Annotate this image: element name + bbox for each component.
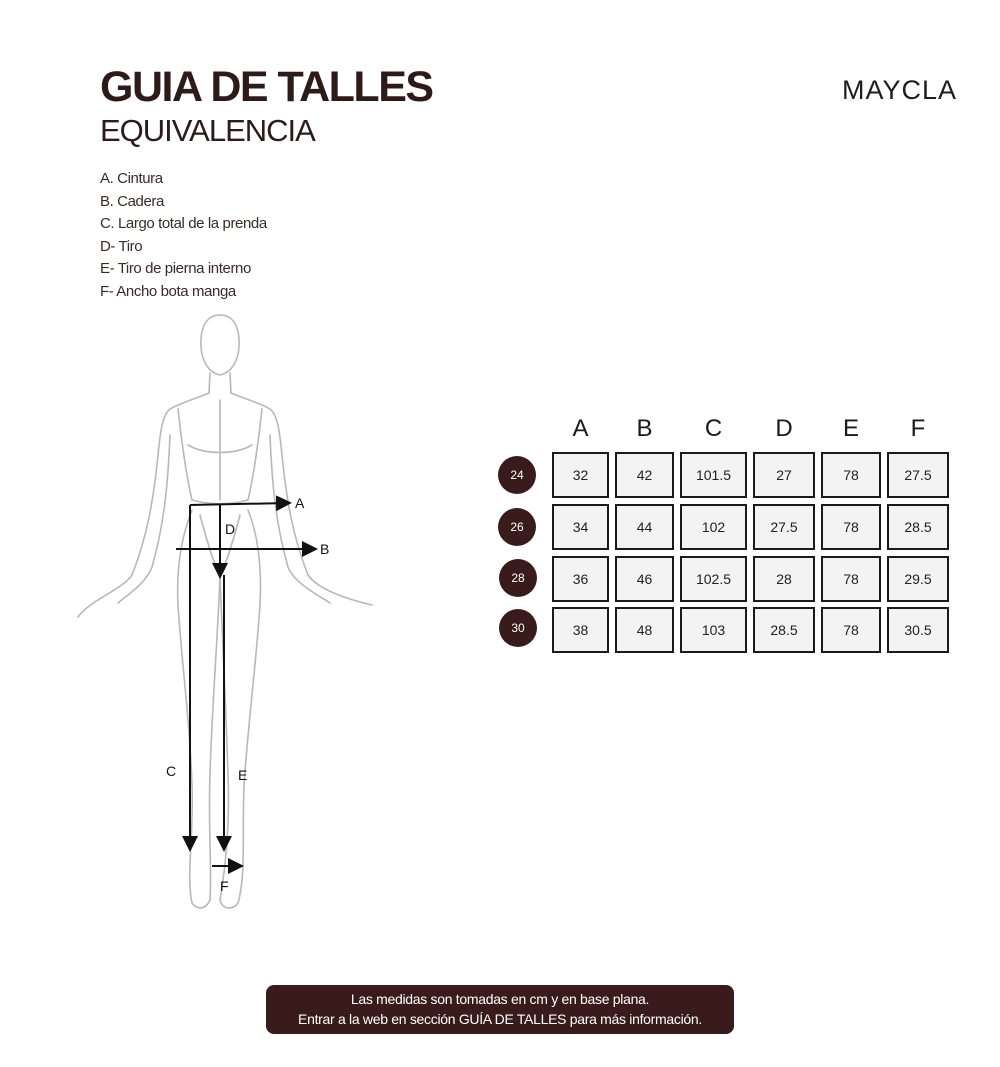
legend-item-cintura: A. Cintura (100, 170, 163, 187)
table-cell: 78 (821, 452, 881, 498)
table-cell: 32 (552, 452, 609, 498)
table-cell: 29.5 (887, 556, 949, 602)
column-header-d: D (775, 415, 793, 442)
column-header-b: B (636, 415, 653, 442)
figure-label-c: C (166, 763, 177, 779)
table-cell: 27.5 (753, 504, 815, 550)
legend-item-tiro: D- Tiro (100, 237, 143, 255)
legend-item-ancho-bota: F- Ancho bota manga (100, 282, 236, 300)
size-badge-24: 24 (498, 456, 536, 494)
column-header-c: C (704, 415, 723, 442)
figure-label-e: E (238, 767, 248, 783)
table-cell: 27 (753, 452, 815, 498)
table-cell: 78 (821, 607, 881, 653)
table-cell: 78 (821, 556, 881, 602)
measurement-note-banner (266, 985, 734, 1034)
body-measurement-figure (60, 305, 390, 915)
page-subtitle: EQUIVALENCIA (100, 113, 315, 148)
column-header-e: E (842, 415, 859, 442)
table-cell: 28 (753, 556, 815, 602)
table-cell: 27.5 (887, 452, 949, 498)
table-cell: 34 (552, 504, 609, 550)
table-cell: 102 (680, 504, 747, 550)
table-cell: 44 (615, 504, 674, 550)
table-cell: 42 (615, 452, 674, 498)
figure-label-a: A (295, 495, 305, 511)
page-title: GUIA DE TALLES (100, 63, 433, 111)
measurement-arrows (176, 503, 314, 866)
size-badge-26: 26 (498, 508, 536, 546)
size-badge-28: 28 (499, 559, 537, 597)
table-cell: 78 (821, 504, 881, 550)
column-header-f: F (910, 415, 926, 442)
table-cell: 28.5 (887, 504, 949, 550)
table-cell: 103 (680, 607, 747, 653)
note-line-2: Entrar a la web en sección GUÍA DE TALLES para más información. (298, 1011, 702, 1027)
column-header-a: A (572, 415, 589, 442)
brand-logo: MAYCLA (842, 75, 958, 105)
legend-item-tiro-pierna: E- Tiro de pierna interno (100, 260, 251, 277)
table-cell: 36 (552, 556, 609, 602)
table-cell: 46 (615, 556, 674, 602)
table-cell: 48 (615, 607, 674, 653)
table-cell: 28.5 (753, 607, 815, 653)
figure-label-f: F (220, 878, 229, 894)
table-cell: 30.5 (887, 607, 949, 653)
figure-label-d: D (225, 521, 236, 537)
measurement-legend (100, 168, 267, 303)
table-cell: 38 (552, 607, 609, 653)
note-line-1: Las medidas son tomadas en cm y en base plana. (350, 991, 650, 1007)
size-badge-30: 30 (499, 609, 537, 647)
figure-label-b: B (320, 541, 330, 557)
legend-item-cadera: B. Cadera (100, 192, 164, 210)
table-cell: 102.5 (680, 556, 747, 602)
legend-item-largo-total: C. Largo total de la prenda (100, 215, 267, 232)
table-cell: 101.5 (680, 452, 747, 498)
